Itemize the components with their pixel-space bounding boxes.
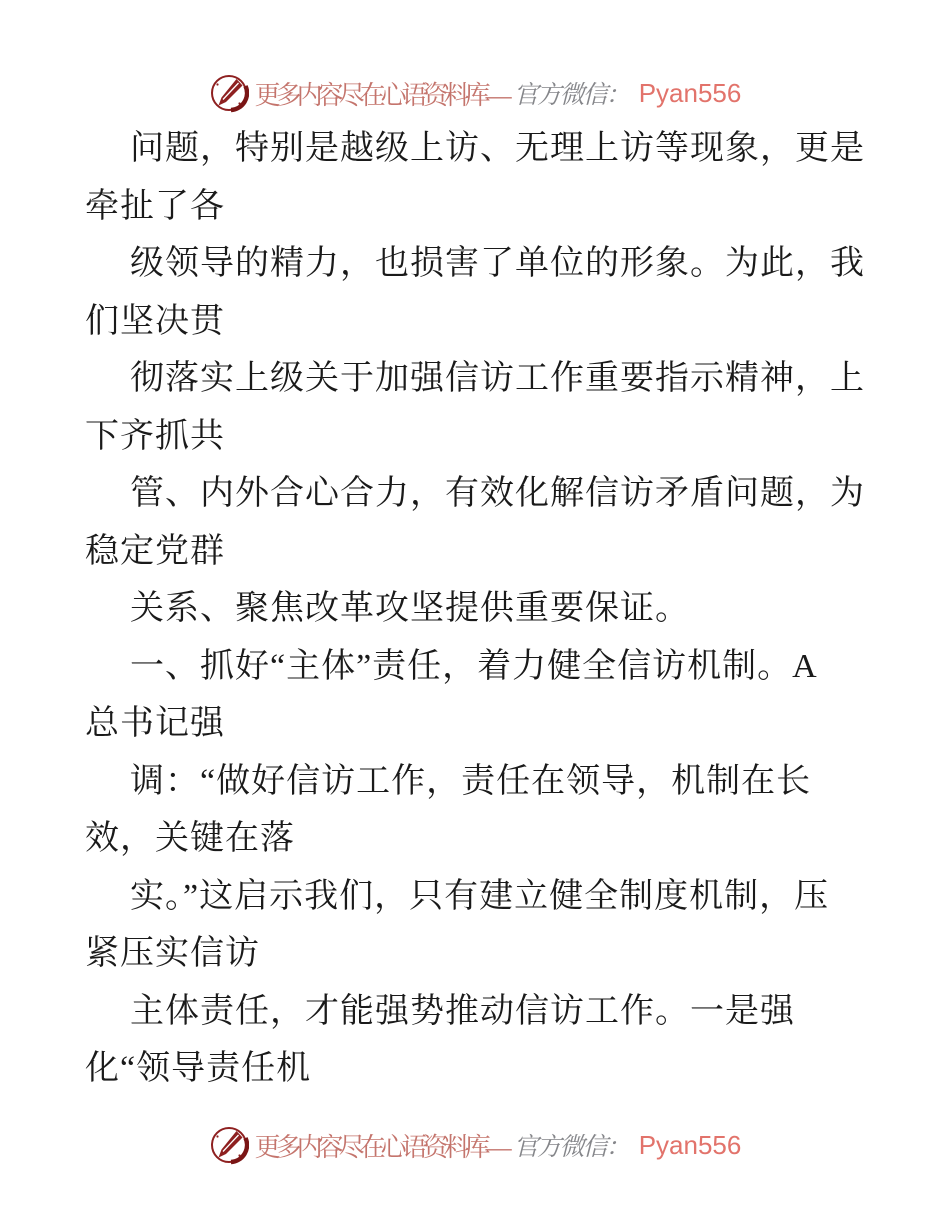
pen-nib-logo-icon <box>209 72 249 114</box>
watermark-header <box>0 70 950 116</box>
watermark-footer <box>0 1122 950 1168</box>
text-line: 牵扯了各 <box>85 187 225 225</box>
text-line: 化“领导责任机 <box>85 1050 312 1087</box>
watermark-wechat-account: Pyan556 <box>638 1129 742 1160</box>
text-line: 总书记强 <box>85 705 225 742</box>
text-line: 下齐抓共 <box>85 417 225 455</box>
pen-nib-logo-icon <box>209 1124 249 1166</box>
watermark-wechat-label: 官方微信： <box>513 82 629 109</box>
text-line: 紧压实信访 <box>85 935 260 972</box>
document-body <box>85 120 905 1098</box>
text-line: 彻落实上级关于加强信访工作重要指示精神，上 <box>130 360 865 397</box>
text-line: 主体责任，才能强势推动信访工作。一是强 <box>130 992 795 1030</box>
text-line: 调：“做好信访工作，责任在领导，机制在长 <box>130 762 812 800</box>
text-line: 稳定党群 <box>85 532 225 570</box>
text-line: 问题，特别是越级上访、无理上访等现象，更是 <box>130 130 865 167</box>
watermark-text: 更多内容尽在心语资料库— <box>254 80 507 110</box>
text-line: 效，关键在落 <box>85 820 295 857</box>
text-line: 管、内外合心合力，有效化解信访矛盾问题，为 <box>130 475 865 512</box>
text-line: 一、抓好“主体”责任，着力健全信访机制。A <box>130 647 818 685</box>
text-line: 关系、聚焦改革攻坚提供重要保证。 <box>130 590 690 627</box>
text-line: 们坚决贯 <box>85 302 225 340</box>
watermark-wechat-label: 官方微信： <box>513 1134 629 1161</box>
text-line: 实。”这启示我们，只有建立健全制度机制，压 <box>130 877 830 915</box>
watermark-text: 更多内容尽在心语资料库— <box>254 1132 507 1162</box>
watermark-wechat-account: Pyan556 <box>638 77 742 108</box>
text-line: 级领导的精力，也损害了单位的形象。为此，我 <box>130 245 865 282</box>
